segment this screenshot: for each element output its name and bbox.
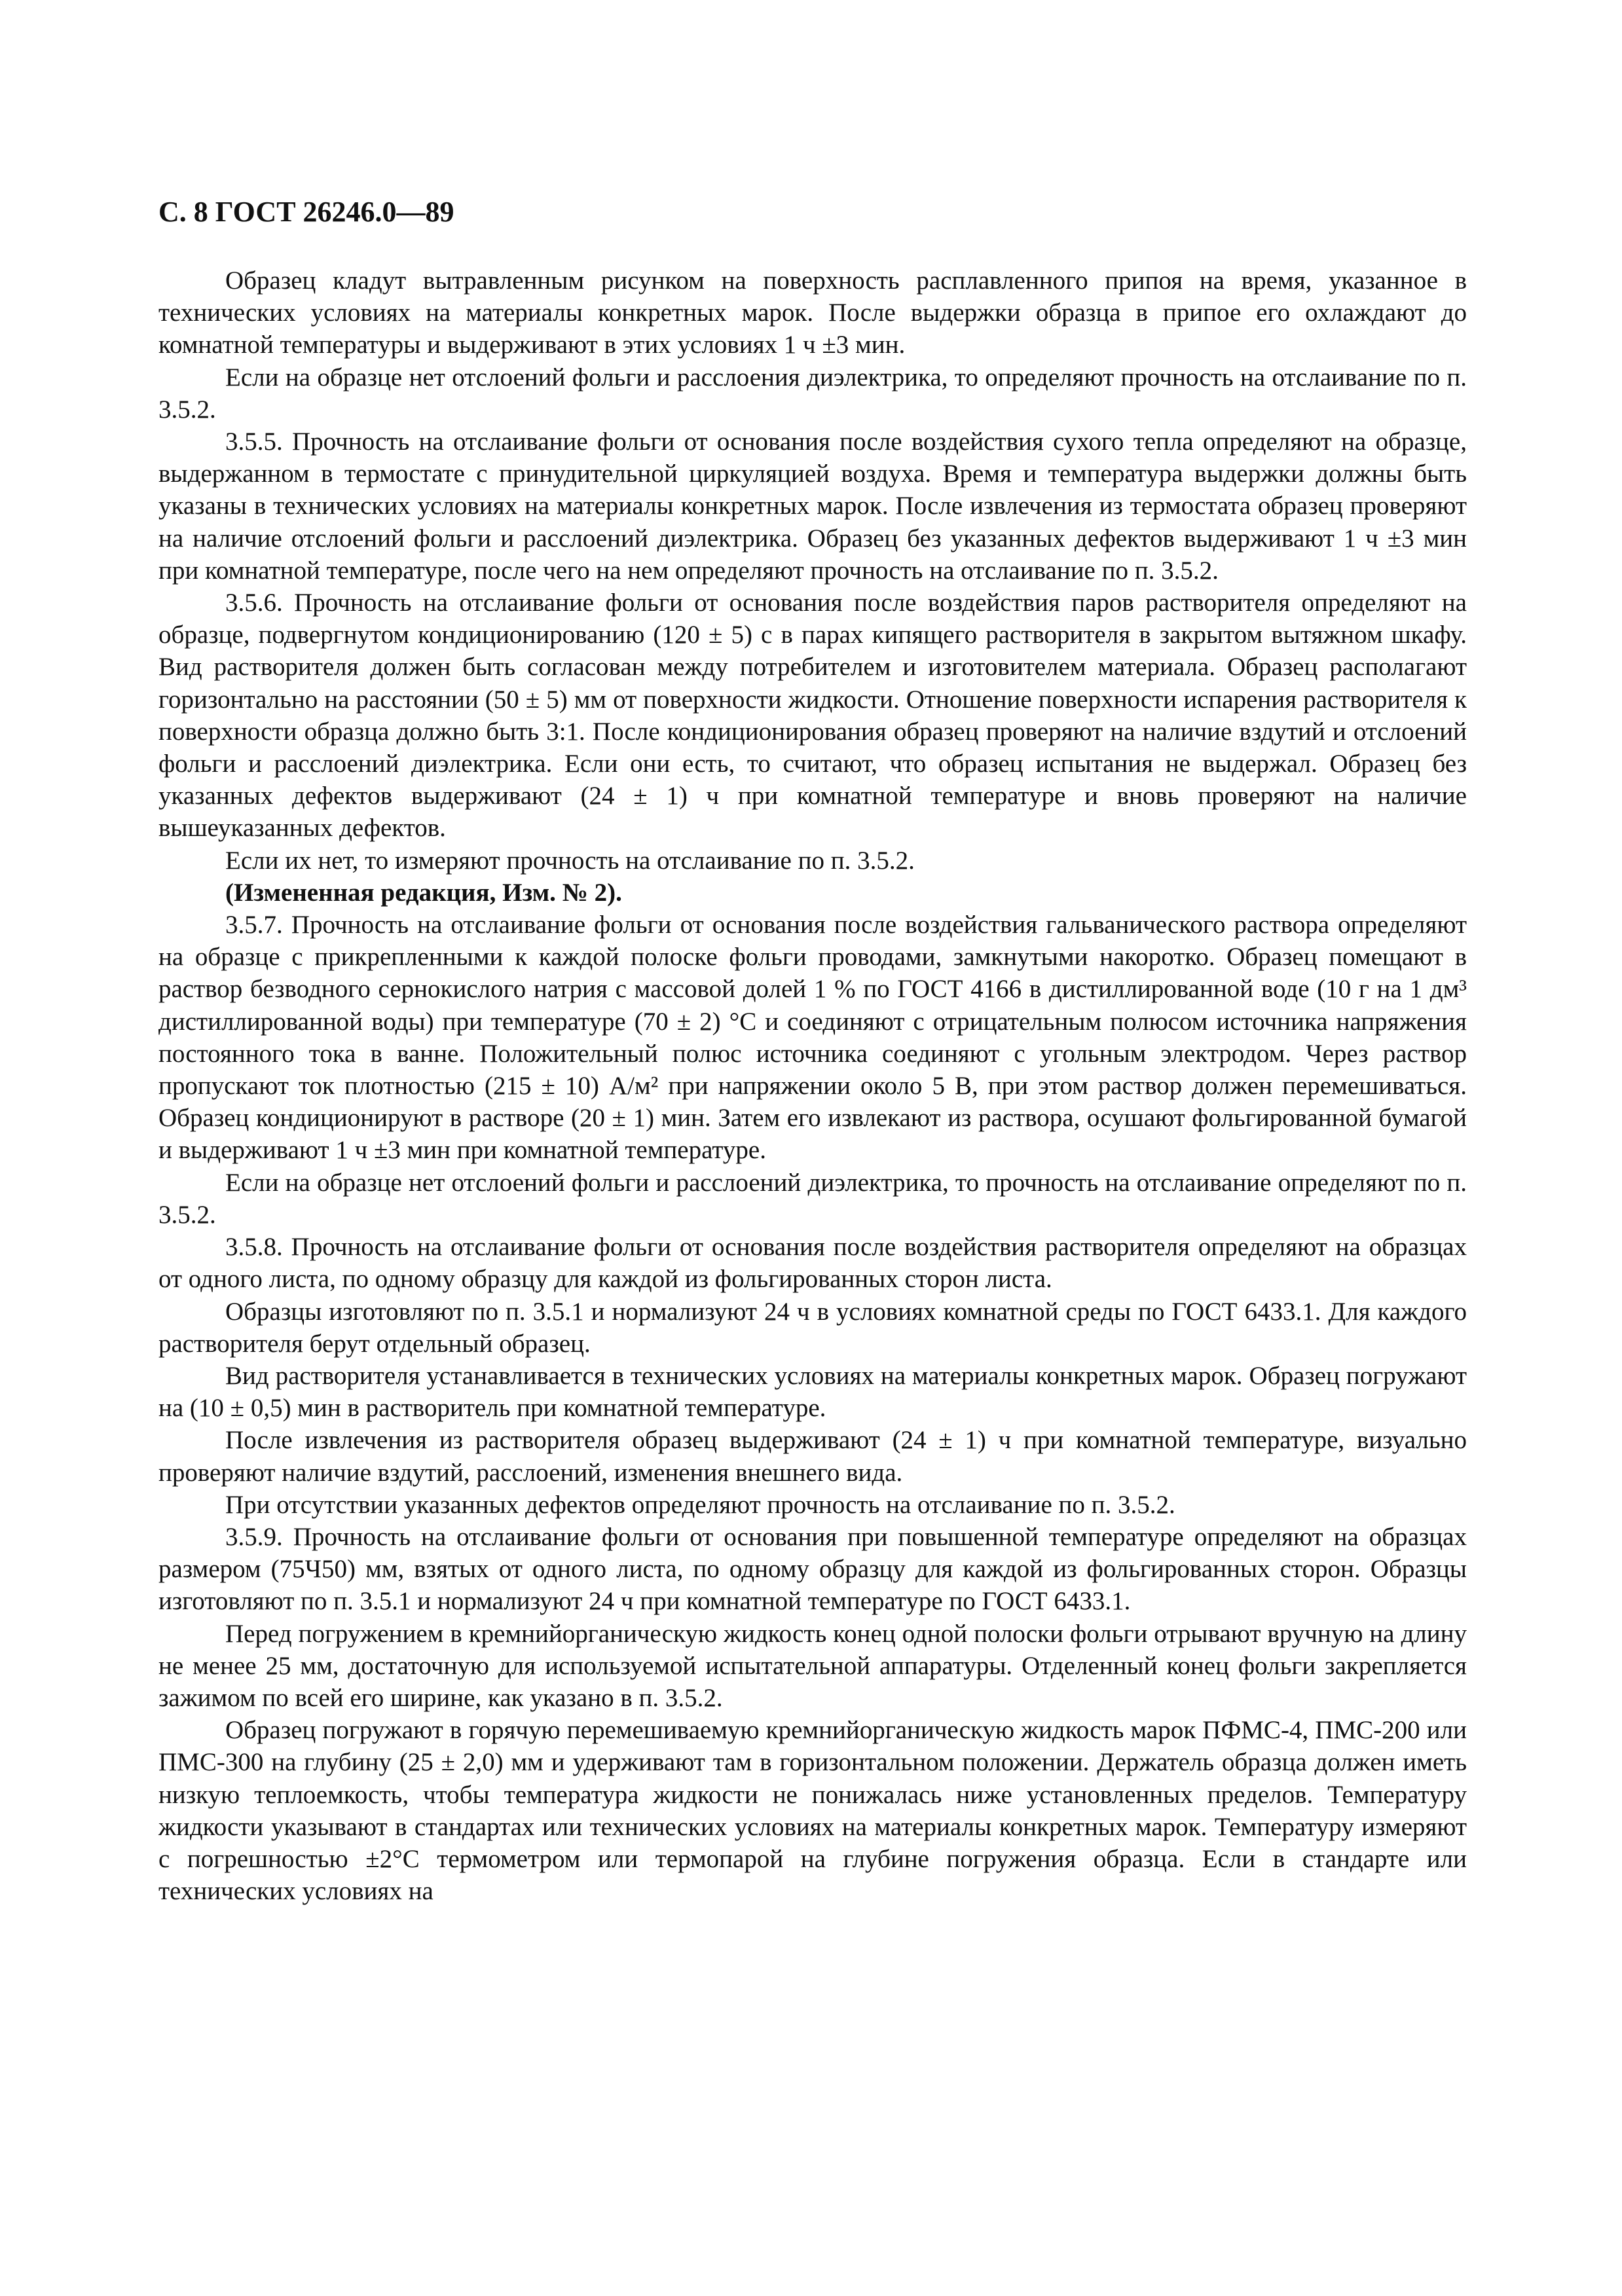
- paragraph-section-3-5-8: 3.5.8. Прочность на отслаивание фольги от основания после воздействия растворителя определяют на образцах от одного листа, по одному образцу для каждой из фольгированных сторон листа.: [158, 1233, 1467, 1294]
- paragraph: Если их нет, то измеряют прочность на отслаивание по п. 3.5.2.: [225, 846, 915, 875]
- paragraph: Если на образце нет отслоений фольги и расслоений диэлектрика, то прочность на отслаивание определяют по п. 3.5.2.: [158, 1168, 1467, 1229]
- paragraph: Если на образце нет отслоений фольги и расслоения диэлектрика, то определяют прочность на отслаивание по п. 3.5.2.: [158, 363, 1467, 424]
- body-text: [158, 264, 1467, 1907]
- paragraph: Образец погружают в горячую перемешиваемую кремнийорганическую жидкость марок ПФМС-4, ПМС-200 или ПМС-300 на глубину (25 ± 2,0) мм и удерживают там в горизонтальном положении. Держатель образца должен иметь низкую теплоемкость, чтобы температура жидкости не понижалась ниже установленных пределов. Температуру жидкости указывают в стандартах или технических условиях на материалы конкретных марок. Температуру измеряют с погрешностью ±2°С термометром или термопарой на глубине погружения образца. Если в стандарте или технических условиях на: [158, 1716, 1467, 1906]
- page-header: С. 8 ГОСТ 26246.0—89: [158, 196, 454, 228]
- paragraph-section-3-5-6: 3.5.6. Прочность на отслаивание фольги от основания после воздействия паров растворителя определяют на образце, подвергнутом кондиционированию (120 ± 5) с в парах кипящего растворителя в закрытом вытяжном шкафу. Вид растворителя должен быть согласован между потребителем и изготовителем материала. Образец располагают горизонтально на расстоянии (50 ± 5) мм от поверхности жидкости. Отношение поверхности испарения растворителя к поверхности образца должно быть 3:1. После кондиционирования образец проверяют на наличие вздутий и отслоений фольги и расслоений диэлектрика. Если они есть, то считают, что образец испытания не выдержал. Образец без указанных дефектов выдерживают (24 ± 1) ч при комнатной температуре и вновь проверяют на наличие вышеуказанных дефектов.: [158, 589, 1467, 843]
- paragraph: Вид растворителя устанавливается в технических условиях на материалы конкретных марок. Образец погружают на (10 ± 0,5) мин в растворитель при комнатной температуре.: [158, 1361, 1467, 1423]
- paragraph: Образцы изготовляют по п. 3.5.1 и нормализуют 24 ч в условиях комнатной среды по ГОСТ 6433.1. Для каждого растворителя берут отдельный образец.: [158, 1297, 1467, 1358]
- paragraph-section-3-5-7: 3.5.7. Прочность на отслаивание фольги от основания после воздействия гальванического раствора определяют на образце с прикрепленными к каждой полоске фольги проводами, замкнутыми накоротко. Образец помещают в раствор безводного сернокислого натрия с массовой долей 1 % по ГОСТ 4166 в дистиллированной воде (10 г на 1 дм³ дистиллированной воды) при температуре (70 ± 2) °С и соединяют с отрицательным полюсом источника напряжения постоянного тока в ванне. Положительный полюс источника соединяют с угольным электродом. Через раствор пропускают ток плотностью (215 ± 10) А/м² при напряжении около 5 В, при этом раствор должен перемешиваться. Образец кондиционируют в растворе (20 ± 1) мин. Затем его извлекают из раствора, осушают фольгированной бумагой и выдерживают 1 ч ±3 мин при комнатной температуре.: [158, 911, 1467, 1165]
- paragraph: Образец кладут вытравленным рисунком на поверхность расплавленного припоя на время, указанное в технических условиях на материалы конкретных марок. После выдержки образца в припое его охлаждают до комнатной температуры и выдерживают в этих условиях 1 ч ±3 мин.: [158, 266, 1467, 359]
- paragraph: После извлечения из растворителя образец выдерживают (24 ± 1) ч при комнатной температуре, визуально проверяют наличие вздутий, расслоений, изменения внешнего вида.: [158, 1426, 1467, 1487]
- paragraph: Перед погружением в кремнийорганическую жидкость конец одной полоски фольги отрывают вручную на длину не менее 25 мм, достаточную для используемой испытательной аппаратуры. Отделенный конец фольги закрепляется зажимом по всей его ширине, как указано в п. 3.5.2.: [158, 1619, 1467, 1712]
- paragraph-section-3-5-5: 3.5.5. Прочность на отслаивание фольги от основания после воздействия сухого тепла определяют на образце, выдержанном в термостате с принудительной циркуляцией воздуха. Время и температура выдержки должны быть указаны в технических условиях на материалы конкретных марок. После извлечения из термостата образец проверяют на наличие отслоений фольги и расслоений диэлектрика. Образец без указанных дефектов выдерживают 1 ч ±3 мин при комнатной температуре, после чего на нем определяют прочность на отслаивание по п. 3.5.2.: [158, 428, 1467, 585]
- paragraph-section-3-5-9: 3.5.9. Прочность на отслаивание фольги от основания при повышенной температуре определяют на образцах размером (75Ч50) мм, взятых от одного листа, по одному образцу для каждой из фольгированных сторон. Образцы изготовляют по п. 3.5.1 и нормализуют 24 ч при комнатной температуре по ГОСТ 6433.1.: [158, 1522, 1467, 1616]
- amendment-note: (Измененная редакция, Изм. № 2).: [225, 878, 622, 907]
- paragraph: При отсутствии указанных дефектов определяют прочность на отслаивание по п. 3.5.2.: [225, 1490, 1175, 1519]
